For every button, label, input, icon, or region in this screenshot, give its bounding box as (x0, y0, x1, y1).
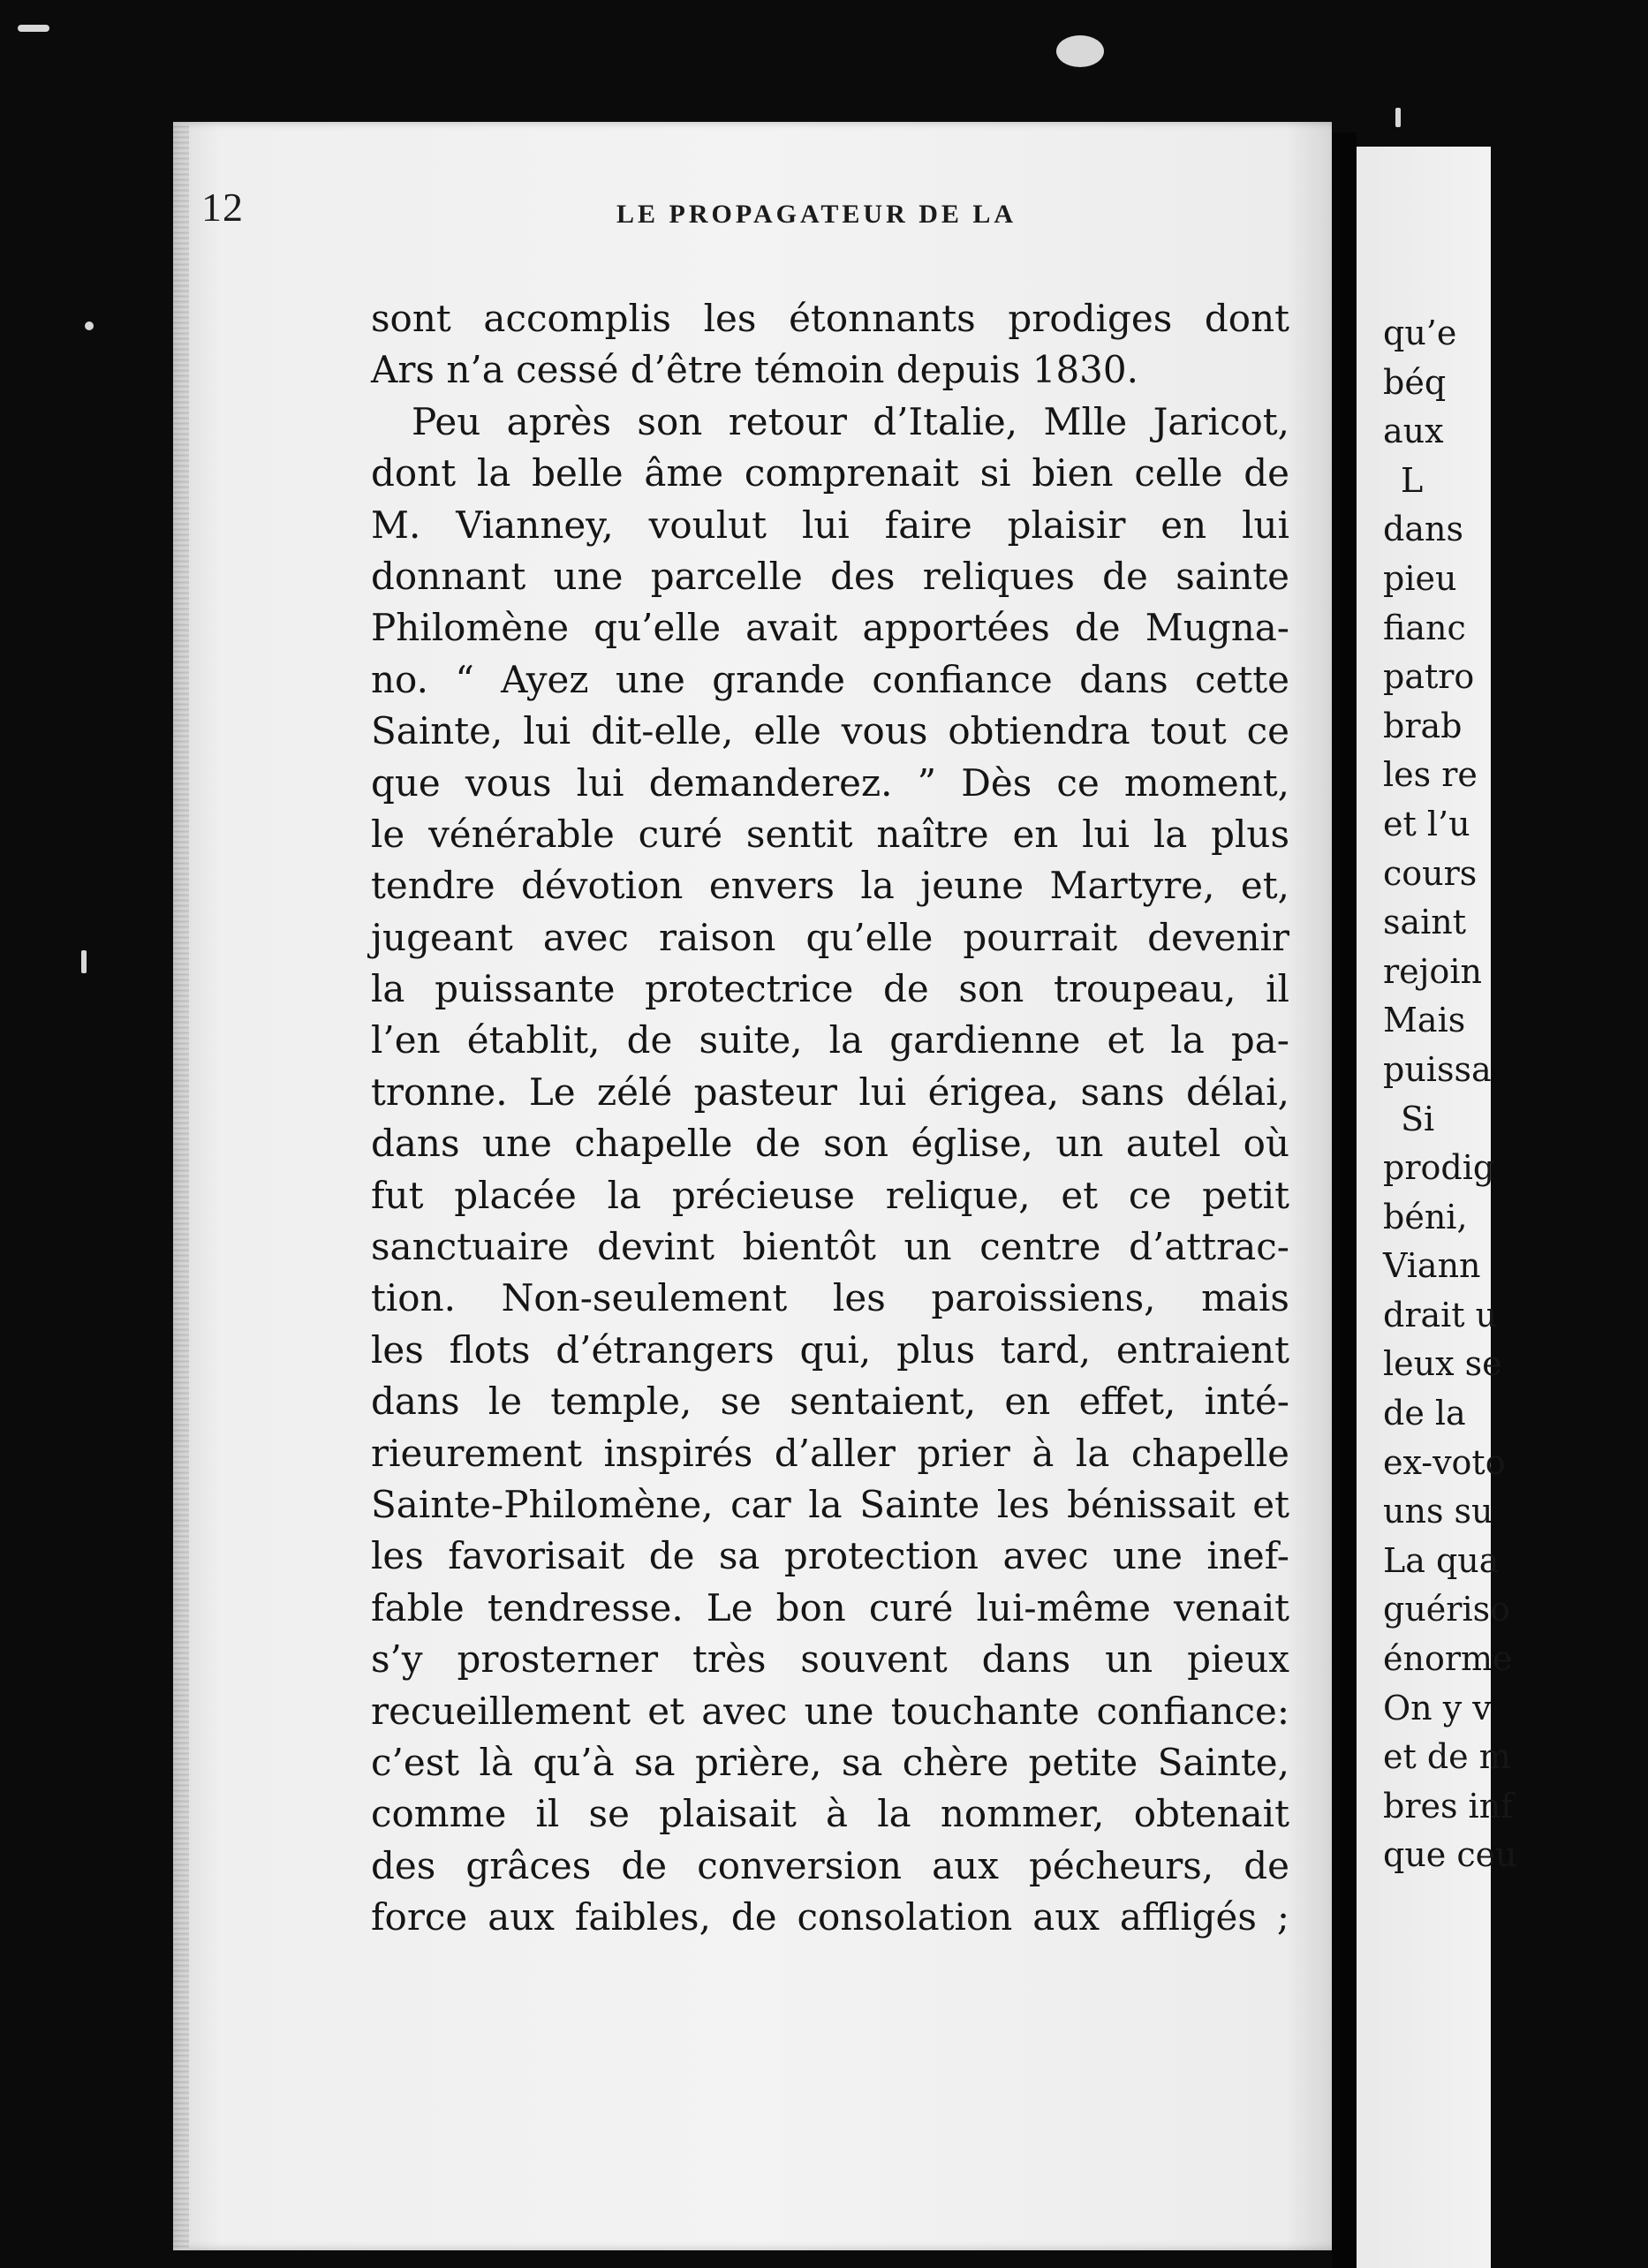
right-page (1357, 147, 1517, 2268)
text-line: pieu (1383, 558, 1457, 598)
text-line: Sainte-Philomène, car la Sainte les bénissait et (371, 1482, 1289, 1526)
text-line: Philomène qu’elle avait apportées de Mugna- (371, 606, 1289, 650)
text-line: sont accomplis les étonnants prodiges dont (371, 297, 1289, 340)
scan-speck (1395, 108, 1401, 127)
text-line: et de m (1383, 1737, 1511, 1777)
page-number: 12 (201, 185, 244, 230)
text-line: Viann (1383, 1246, 1481, 1286)
text-line: aux (1383, 412, 1444, 451)
text-line: Ars n’a cessé d’être témoin depuis 1830. (371, 348, 1138, 392)
text-line: les favorisait de sa protection avec une inef- (371, 1534, 1289, 1578)
text-line: saint (1383, 903, 1467, 942)
text-line: la puissante protectrice de son troupeau, il (371, 967, 1289, 1011)
text-line: énorme (1383, 1639, 1513, 1679)
text-line: M. Vianney, voulut lui faire plaisir en lui (371, 503, 1289, 547)
text-line: de la (1383, 1394, 1466, 1433)
text-line: dans (1383, 510, 1463, 549)
book-gutter (1332, 132, 1357, 2268)
text-line: tronne. Le zélé pasteur lui érigea, sans délai, (371, 1070, 1289, 1114)
text-line: fable tendresse. Le bon curé lui-même venait (371, 1585, 1289, 1629)
text-line: bres inf (1383, 1786, 1514, 1826)
text-line: tion. Non-seulement les paroissiens, mais (371, 1276, 1289, 1320)
text-line: On y v (1383, 1688, 1492, 1727)
text-line: jugeant avec raison qu’elle pourrait devenir (371, 915, 1289, 959)
text-line: puissa (1383, 1049, 1492, 1089)
text-line: dans le temple, se sentaient, en effet, inté- (371, 1380, 1289, 1424)
text-line: que vous lui demanderez. ” Dès ce moment, (371, 760, 1289, 805)
text-line: drait u (1383, 1295, 1498, 1334)
text-line: ex-voto (1383, 1442, 1506, 1482)
text-line: Mais (1383, 1001, 1466, 1040)
text-line: s’y prosterner très souvent dans un pieux (371, 1637, 1289, 1682)
text-line: Si (1401, 1099, 1435, 1138)
right-page-text (1383, 309, 1648, 1880)
text-line: dont la belle âme comprenait si bien celle de (371, 451, 1289, 495)
scan-speck (1056, 35, 1104, 67)
text-line: fut placée la précieuse relique, et ce petit (371, 1173, 1289, 1217)
text-line: le vénérable curé sentit naître en lui la plus (371, 812, 1289, 856)
text-line: des grâces de conversion aux pécheurs, de (371, 1843, 1289, 1887)
text-line: fianc (1383, 608, 1466, 647)
text-line: tendre dévotion envers la jeune Martyre, et, (371, 864, 1289, 908)
text-line: uns su (1383, 1492, 1493, 1531)
text-line: les flots d’étrangers qui, plus tard, entraient (371, 1327, 1289, 1372)
text-line: patro (1383, 657, 1475, 697)
text-line: cours (1383, 853, 1478, 893)
text-line: qu’e (1383, 314, 1457, 352)
text-line: force aux faibles, de consolation aux affligés ; (371, 1895, 1289, 1939)
text-line: que ceu (1383, 1835, 1517, 1875)
body-text (371, 293, 1289, 1944)
text-line: Peu après son retour d’Italie, Mlle Jaricot, (412, 399, 1289, 443)
text-line: rieurement inspirés d’aller prier à la chapelle (371, 1431, 1289, 1475)
text-line: béni, (1383, 1197, 1468, 1236)
text-line: l’en établit, de suite, la gardienne et la pa- (371, 1018, 1289, 1062)
text-line: brab (1383, 706, 1463, 745)
text-line: Sainte, lui dit-elle, elle vous obtiendra tout ce (371, 709, 1289, 753)
text-line: donnant une parcelle des reliques de sainte (371, 554, 1289, 598)
scan-speck (18, 25, 49, 32)
scan-speck (81, 950, 87, 973)
text-line: prodig (1383, 1148, 1495, 1188)
scan-speck (85, 321, 94, 330)
text-line: béq (1383, 362, 1447, 402)
text-line: rejoin (1383, 951, 1482, 991)
text-line: comme il se plaisait à la nommer, obtenait (371, 1792, 1289, 1836)
text-line: c’est là qu’à sa prière, sa chère petite Sainte, (371, 1740, 1289, 1784)
text-line: no. “ Ayez une grande confiance dans cette (371, 657, 1289, 701)
page-header (201, 184, 1296, 237)
text-line: La qua (1383, 1540, 1500, 1580)
text-line: guériso (1383, 1590, 1510, 1629)
running-head: LE PROPAGATEUR DE LA (616, 200, 1017, 229)
text-line: recueillement et avec une touchante confiance: (371, 1689, 1289, 1733)
text-line: leux se (1383, 1344, 1502, 1384)
text-line: sanctuaire devint bientôt un centre d’attrac- (371, 1225, 1289, 1269)
text-line: dans une chapelle de son église, un autel où (371, 1122, 1289, 1166)
text-line: les re (1383, 755, 1478, 795)
text-line: et l’u (1383, 804, 1470, 843)
text-line: L (1401, 460, 1424, 500)
